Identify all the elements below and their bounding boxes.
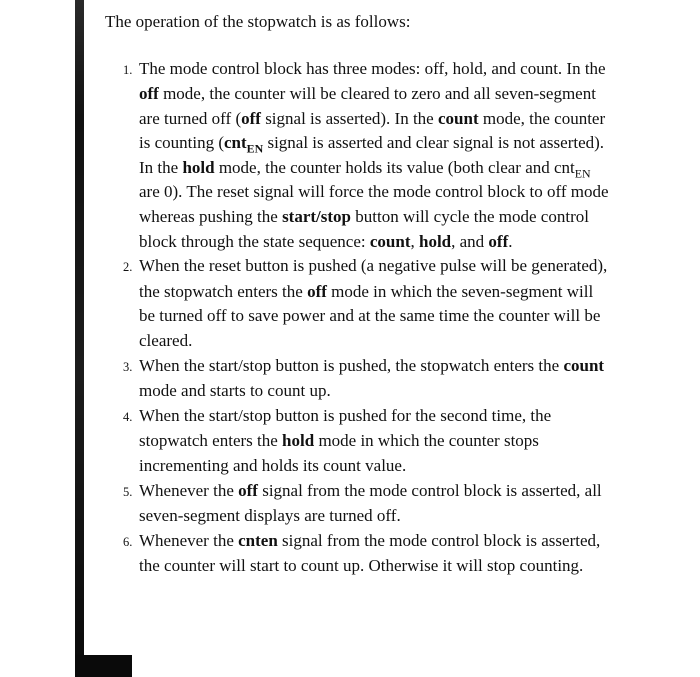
list-item (123, 479, 609, 529)
text-segment: When the start/stop button is pushed for the second time, the stopwatch enters the (139, 405, 552, 451)
text-segment: off (307, 281, 327, 301)
list-item-number: 6. (123, 534, 133, 549)
text-segment: Whenever the (139, 480, 239, 500)
list-item (123, 404, 609, 479)
text-segment: mode, the counter will be cleared to zero and all seven-segment are turned off ( (139, 84, 596, 128)
text-segment: off (488, 231, 509, 251)
text-segment: . (508, 231, 513, 251)
text-segment: count (563, 355, 605, 375)
text-segment: Whenever the (139, 530, 239, 550)
list-item-number: 2. (123, 260, 133, 275)
text-segment: signal from the mode control block is asserted, the counter will start to count up. Otherwise it will stop counting. (139, 530, 601, 576)
intro-text: The operation of the stopwatch is as follows: (105, 12, 411, 31)
text-segment: are 0). The reset signal will force the mode control block to off mode whereas pushing the (139, 182, 609, 227)
text-segment: off (241, 108, 261, 128)
text-segment: signal is asserted). In the (260, 108, 438, 128)
text-segment: cnten (238, 530, 278, 550)
text-segment: The mode control block has three modes: off, hold, and count. In the (139, 58, 606, 78)
text-segment: EN (246, 141, 264, 156)
list-item-number: 4. (123, 409, 133, 424)
text-segment: count (369, 231, 411, 251)
text-segment: , and (451, 231, 489, 251)
list-item-number: 5. (123, 484, 133, 499)
text-segment: When the reset button is pushed (a negative pulse will be generated), the stopwatch enters the (139, 256, 608, 301)
text-segment: When the start/stop button is pushed, the stopwatch enters the (139, 355, 564, 375)
text-segment: off (139, 84, 159, 104)
text-segment: signal is asserted and clear signal is not asserted). In the (139, 133, 605, 177)
text-segment: off (238, 480, 258, 500)
text-segment: mode and starts to count up. (139, 381, 331, 401)
text-segment: hold (282, 431, 315, 451)
text-segment: , (410, 231, 419, 251)
text-segment: cnt (224, 133, 247, 153)
list-item (123, 254, 609, 353)
list-item (123, 354, 609, 404)
text-segment: count (437, 108, 479, 128)
text-segment: EN (574, 166, 591, 181)
list-item (123, 529, 609, 579)
text-segment: button will cycle the mode control block through the state sequence: (139, 207, 589, 251)
text-segment: mode, the counter holds its value (both clear and cnt (214, 157, 575, 177)
scan-corner-mark (75, 655, 132, 677)
stopwatch-operation-list (123, 57, 609, 579)
list-item (123, 57, 609, 255)
text-segment: hold (182, 157, 215, 177)
page-content (105, 10, 617, 579)
text-segment: mode in which the seven-segment will be turned off to save power and at the same time the counter will be cleared. (139, 281, 601, 351)
text-segment: hold (418, 231, 452, 251)
text-segment: mode in which the counter stops incrementing and holds its count value. (139, 431, 539, 475)
scan-binding-edge (75, 0, 84, 677)
list-item-number: 1. (123, 62, 133, 77)
list-item-number: 3. (123, 359, 133, 374)
text-segment: signal from the mode control block is asserted, all seven-segment displays are turned off. (139, 480, 602, 526)
text-segment: mode, the counter is counting ( (139, 108, 606, 153)
text-segment: start/stop (282, 207, 352, 227)
